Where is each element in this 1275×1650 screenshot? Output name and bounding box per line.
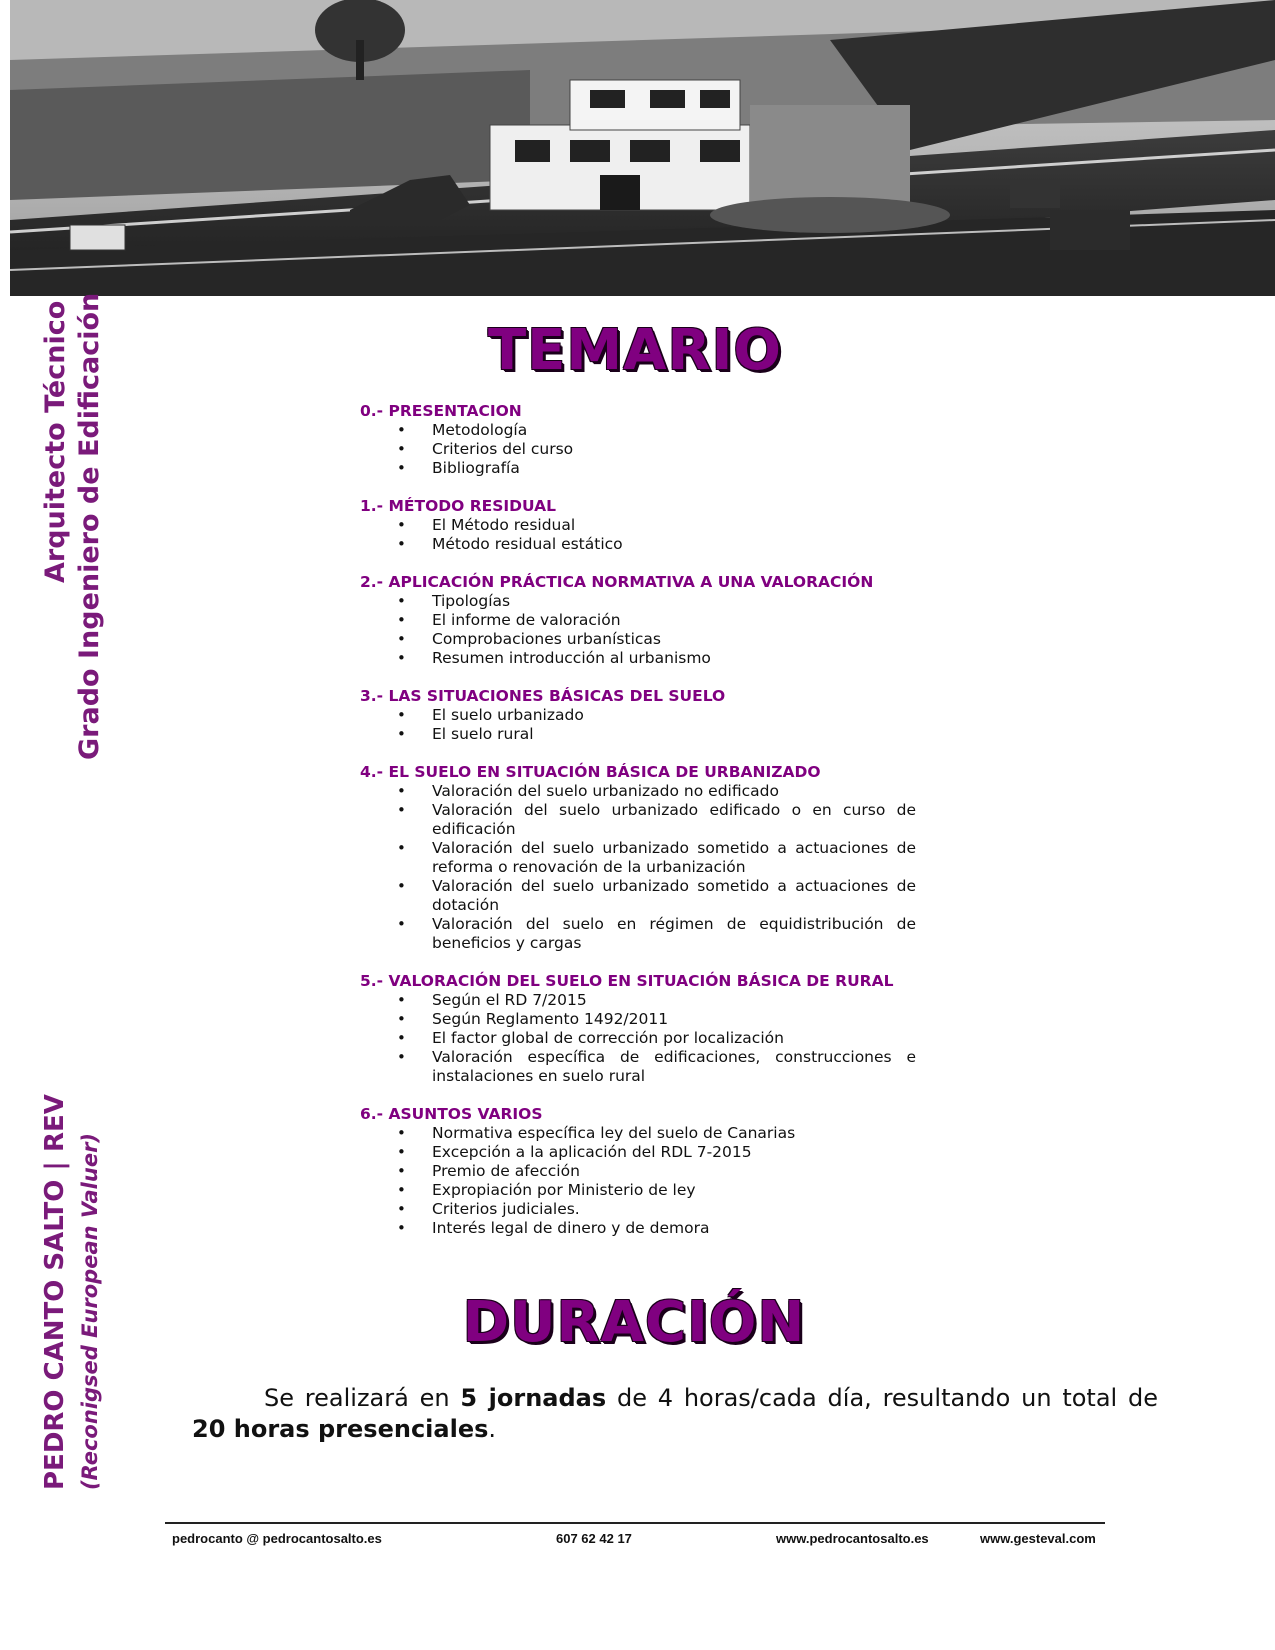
duration-text-part1: Se realizará en <box>264 1384 461 1412</box>
section-title: 3.- LAS SITUACIONES BÁSICAS DEL SUELO <box>360 687 726 705</box>
bullet-icon: • <box>397 440 406 458</box>
list-item-text: Metodología <box>432 421 528 439</box>
list-item <box>360 516 916 535</box>
bullet-icon: • <box>397 801 406 819</box>
list-item-text: Criterios del curso <box>432 440 574 458</box>
bullet-icon: • <box>397 725 406 743</box>
bullet-icon: • <box>397 839 406 857</box>
list-item-text: Valoración del suelo en régimen de equidistribución de beneficios y cargas <box>432 915 916 952</box>
bullet-icon: • <box>397 421 406 439</box>
section-item-list <box>360 592 916 668</box>
list-item-text: El suelo rural <box>432 725 534 743</box>
bullet-icon: • <box>397 706 406 724</box>
footer-email[interactable]: pedrocanto @ pedrocantosalto.es <box>172 1531 382 1546</box>
list-item-text: Valoración del suelo urbanizado edificado o en curso de edificación <box>432 801 916 838</box>
bullet-icon: • <box>397 649 406 667</box>
section-title: 1.- MÉTODO RESIDUAL <box>360 497 557 515</box>
list-item-text: Valoración del suelo urbanizado sometido a actuaciones de reforma o renovación de la urbanización <box>432 839 916 876</box>
list-item <box>360 1162 916 1181</box>
header-photo <box>10 0 1275 296</box>
list-item <box>360 611 916 630</box>
syllabus-section <box>360 763 916 953</box>
list-item-text: Valoración del suelo urbanizado sometido a actuaciones de dotación <box>432 877 916 914</box>
bullet-icon: • <box>397 877 406 895</box>
list-item <box>360 440 916 459</box>
section-title: 4.- EL SUELO EN SITUACIÓN BÁSICA DE URBANIZADO <box>360 763 821 781</box>
list-item <box>360 421 916 440</box>
bullet-icon: • <box>397 630 406 648</box>
list-item-text: Normativa específica ley del suelo de Canarias <box>432 1124 796 1142</box>
list-item-text: Excepción a la aplicación del RDL 7-2015 <box>432 1143 752 1161</box>
bullet-icon: • <box>397 1181 406 1199</box>
list-item-text: Expropiación por Ministerio de ley <box>432 1181 696 1199</box>
footer-website-personal[interactable]: www.pedrocantosalto.es <box>776 1531 929 1546</box>
bullet-icon: • <box>397 782 406 800</box>
bullet-icon: • <box>397 1143 406 1161</box>
list-item-text: Resumen introducción al urbanismo <box>432 649 711 667</box>
bullet-icon: • <box>397 1048 406 1066</box>
list-item-text: Según Reglamento 1492/2011 <box>432 1010 669 1028</box>
bullet-icon: • <box>397 1124 406 1142</box>
list-item-text: Interés legal de dinero y de demora <box>432 1219 710 1237</box>
syllabus-section <box>360 573 916 668</box>
list-item <box>360 592 916 611</box>
section-item-list <box>360 706 916 744</box>
section-item-list <box>360 1124 916 1238</box>
list-item <box>360 1010 916 1029</box>
list-item <box>360 915 916 953</box>
bullet-icon: • <box>397 1162 406 1180</box>
bullet-icon: • <box>397 915 406 933</box>
list-item-text: El Método residual <box>432 516 576 534</box>
bullet-icon: • <box>397 592 406 610</box>
duration-text-part2: de 4 horas/cada día, resultando un total de <box>606 1384 1159 1412</box>
section-title: 5.- VALORACIÓN DEL SUELO EN SITUACIÓN BÁSICA DE RURAL <box>360 972 894 990</box>
list-item-text: Comprobaciones urbanísticas <box>432 630 661 648</box>
list-item-text: Criterios judiciales. <box>432 1200 580 1218</box>
list-item <box>360 877 916 915</box>
section-item-list <box>360 991 916 1086</box>
list-item-text: Método residual estático <box>432 535 623 553</box>
footer-divider <box>165 1522 1105 1524</box>
syllabus-section <box>360 497 916 554</box>
side-author-name: PEDRO CANTO SALTO | REV <box>40 1094 70 1490</box>
list-item-text: El suelo urbanizado <box>432 706 584 724</box>
duration-text-part3: . <box>488 1415 497 1443</box>
list-item <box>360 1029 916 1048</box>
list-item-text: Bibliografía <box>432 459 520 477</box>
list-item <box>360 630 916 649</box>
duration-paragraph <box>192 1383 1158 1445</box>
bullet-icon: • <box>397 1029 406 1047</box>
list-item <box>360 991 916 1010</box>
list-item <box>360 782 916 801</box>
bullet-icon: • <box>397 1219 406 1237</box>
list-item-text: El informe de valoración <box>432 611 621 629</box>
section-item-list <box>360 782 916 953</box>
list-item-text: Valoración del suelo urbanizado no edificado <box>432 782 779 800</box>
list-item <box>360 649 916 668</box>
list-item-text: Premio de afección <box>432 1162 580 1180</box>
list-item <box>360 801 916 839</box>
syllabus-section <box>360 1105 916 1238</box>
duracion-heading: DURACIÓN <box>462 1290 806 1355</box>
syllabus <box>360 402 916 1257</box>
syllabus-section <box>360 687 916 744</box>
list-item <box>360 725 916 744</box>
bullet-icon: • <box>397 516 406 534</box>
bullet-icon: • <box>397 1010 406 1028</box>
list-item <box>360 535 916 554</box>
temario-heading: TEMARIO <box>487 318 783 383</box>
list-item <box>360 1143 916 1162</box>
bullet-icon: • <box>397 611 406 629</box>
list-item <box>360 1200 916 1219</box>
bullet-icon: • <box>397 535 406 553</box>
list-item <box>360 459 916 478</box>
duration-days: 5 jornadas <box>460 1384 607 1412</box>
footer-phone: 607 62 42 17 <box>556 1531 632 1546</box>
section-title: 2.- APLICACIÓN PRÁCTICA NORMATIVA A UNA VALORACIÓN <box>360 573 874 591</box>
bullet-icon: • <box>397 459 406 477</box>
bullet-icon: • <box>397 991 406 1009</box>
syllabus-section <box>360 972 916 1086</box>
section-item-list <box>360 516 916 554</box>
side-role-arquitecto: Arquitecto Técnico <box>40 300 71 583</box>
list-item <box>360 839 916 877</box>
section-title: 0.- PRESENTACION <box>360 402 522 420</box>
list-item <box>360 1219 916 1238</box>
list-item <box>360 1048 916 1086</box>
list-item-text: Según el RD 7/2015 <box>432 991 587 1009</box>
section-item-list <box>360 421 916 478</box>
list-item-text: El factor global de corrección por localización <box>432 1029 784 1047</box>
footer-website-gesteval[interactable]: www.gesteval.com <box>980 1531 1096 1546</box>
list-item-text: Tipologías <box>432 592 511 610</box>
list-item <box>360 1124 916 1143</box>
section-title: 6.- ASUNTOS VARIOS <box>360 1105 543 1123</box>
duration-hours: 20 horas presenciales <box>192 1415 489 1443</box>
side-author-subtitle: (Reconigsed European Valuer) <box>78 1132 102 1490</box>
list-item <box>360 1181 916 1200</box>
list-item <box>360 706 916 725</box>
syllabus-section <box>360 402 916 478</box>
side-role-grado: Grado Ingeniero de Edificación <box>74 292 105 760</box>
list-item-text: Valoración específica de edificaciones, construcciones e instalaciones en suelo rural <box>432 1048 916 1085</box>
bullet-icon: • <box>397 1200 406 1218</box>
